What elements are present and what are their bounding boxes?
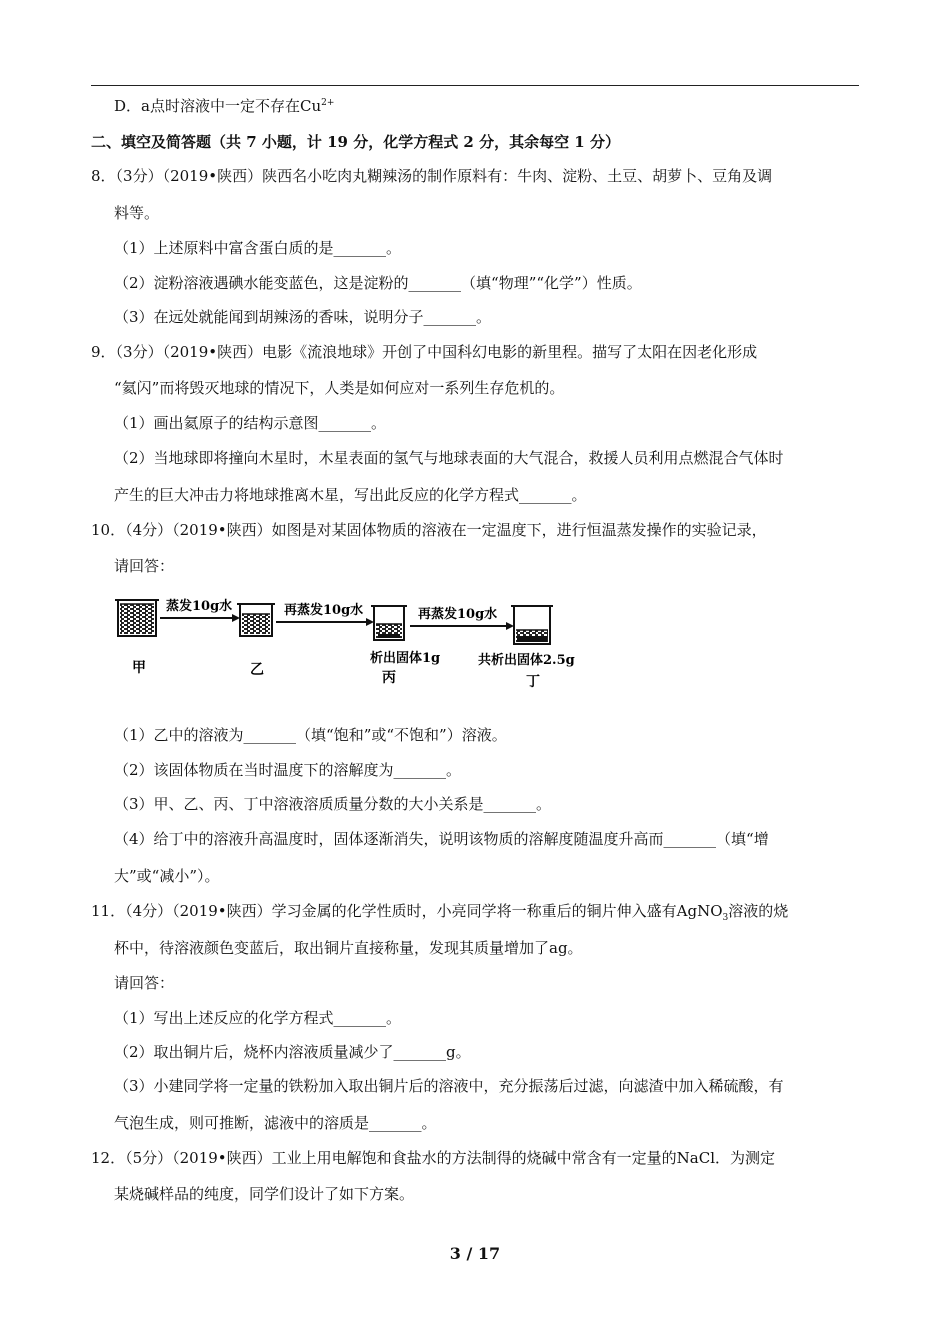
option-d: D．a点时溶液中一定不存在$Cu^{2+}$ <box>114 97 335 115</box>
arrow-3-label: 再蒸发10g水 <box>418 607 498 622</box>
q9-sub2-line2: 产生的巨大冲击力将地球推离木星，写出此反应的化学方程式_______。 <box>114 486 587 504</box>
q8-sub3: （3）在远处就能闻到胡辣汤的香味，说明分子_______。 <box>114 308 492 326</box>
q9-stem-line2: “氦闪”而将毁灭地球的情况下，人类是如何应对一系列生存危机的。 <box>114 379 565 397</box>
q11-sub3-line1: （3）小建同学将一定量的铁粉加入取出铜片后的溶液中，充分振荡后过滤，向滤渣中加入稀硫酸，有 <box>114 1077 784 1095</box>
evaporation-figure <box>112 592 592 692</box>
arrow-1-head <box>232 614 240 622</box>
arrow-1-label: 蒸发10g水 <box>166 599 233 614</box>
label-jia: 甲 <box>132 660 146 676</box>
label-yi: 乙 <box>250 662 264 678</box>
beaker-jia <box>115 600 159 636</box>
q11-stem-line1: 11．（4分）（2019•陕西）学习金属的化学性质时，小亮同学将一称重后的铜片伸入盛有AgNO$_3$溶液的烧 <box>91 902 789 923</box>
arrow-3-head <box>506 622 514 630</box>
beaker-yi <box>237 604 275 636</box>
header-rule <box>91 85 859 86</box>
q9-sub1: （1）画出氦原子的结构示意图_______。 <box>114 414 387 432</box>
label-bing-top: 析出固体1g <box>370 651 441 666</box>
label-bing: 丙 <box>382 670 396 686</box>
q12-stem-line1: 12．（5分）（2019•陕西）工业上用电解饱和食盐水的方法制得的烧碱中常含有一定量的NaCl．为测定 <box>91 1149 775 1167</box>
q11-sub1: （1）写出上述反应的化学方程式_______。 <box>114 1009 402 1027</box>
q8-sub2: （2）淀粉溶液遇碘水能变蓝色，这是淀粉的_______（填“物理”“化学”）性质。 <box>114 274 642 292</box>
section-heading: 二、填空及简答题（共 7 小题，计 19 分，化学方程式 2 分，其余每空 1 分） <box>91 133 620 151</box>
q10-stem-line2: 请回答： <box>114 557 175 575</box>
q10-sub1: （1）乙中的溶液为_______（填“饱和”或“不饱和”）溶液。 <box>114 726 507 744</box>
q10-stem-line1: 10．（4分）（2019•陕西）如图是对某固体物质的溶液在一定温度下，进行恒温蒸发操作的实验记录， <box>91 521 767 539</box>
arrow-2-label: 再蒸发10g水 <box>284 603 364 618</box>
q8-stem-line1: 8．（3分）（2019•陕西）陕西名小吃肉丸糊辣汤的制作原料有：牛肉、淀粉、土豆、胡萝卜、豆角及调 <box>91 167 773 185</box>
q9-stem-line1: 9．（3分）（2019•陕西）电影《流浪地球》开创了中国科幻电影的新里程。描写了太阳在因老化形成 <box>91 343 758 361</box>
q8-stem-line2: 料等。 <box>114 204 160 222</box>
q9-sub2-line1: （2）当地球即将撞向木星时，木星表面的氢气与地球表面的大气混合，救援人员利用点燃混合气体时 <box>114 449 784 467</box>
page-number: 3 / 17 <box>449 1244 501 1263</box>
q10-sub3: （3）甲、乙、丙、丁中溶液溶质质量分数的大小关系是_______。 <box>114 795 552 813</box>
q11-stem-line2: 杯中，待溶液颜色变蓝后，取出铜片直接称量，发现其质量增加了ag。 <box>114 939 583 957</box>
beaker-ding <box>511 606 553 644</box>
q10-sub4-line2: 大”或“减小”）。 <box>114 867 220 885</box>
q8-sub1: （1）上述原料中富含蛋白质的是_______。 <box>114 239 402 257</box>
arrow-2-head <box>366 618 374 626</box>
q11-sub3-line2: 气泡生成，则可推断，滤液中的溶质是_______。 <box>114 1114 437 1132</box>
label-ding-top: 共析出固体2.5g <box>478 653 575 668</box>
q12-stem-line2: 某烧碱样品的纯度，同学们设计了如下方案。 <box>114 1185 415 1203</box>
q11-sub2: （2）取出铜片后，烧杯内溶液质量减少了_______g。 <box>114 1043 471 1061</box>
q10-sub4-line1: （4）给丁中的溶液升高温度时，固体逐渐消失，说明该物质的溶解度随温度升高而_______（填“增 <box>114 830 769 848</box>
q11-stem-line3: 请回答： <box>114 974 175 992</box>
q10-sub2: （2）该固体物质在当时温度下的溶解度为_______。 <box>114 761 462 779</box>
label-ding: 丁 <box>526 674 540 690</box>
beaker-bing <box>371 606 407 640</box>
